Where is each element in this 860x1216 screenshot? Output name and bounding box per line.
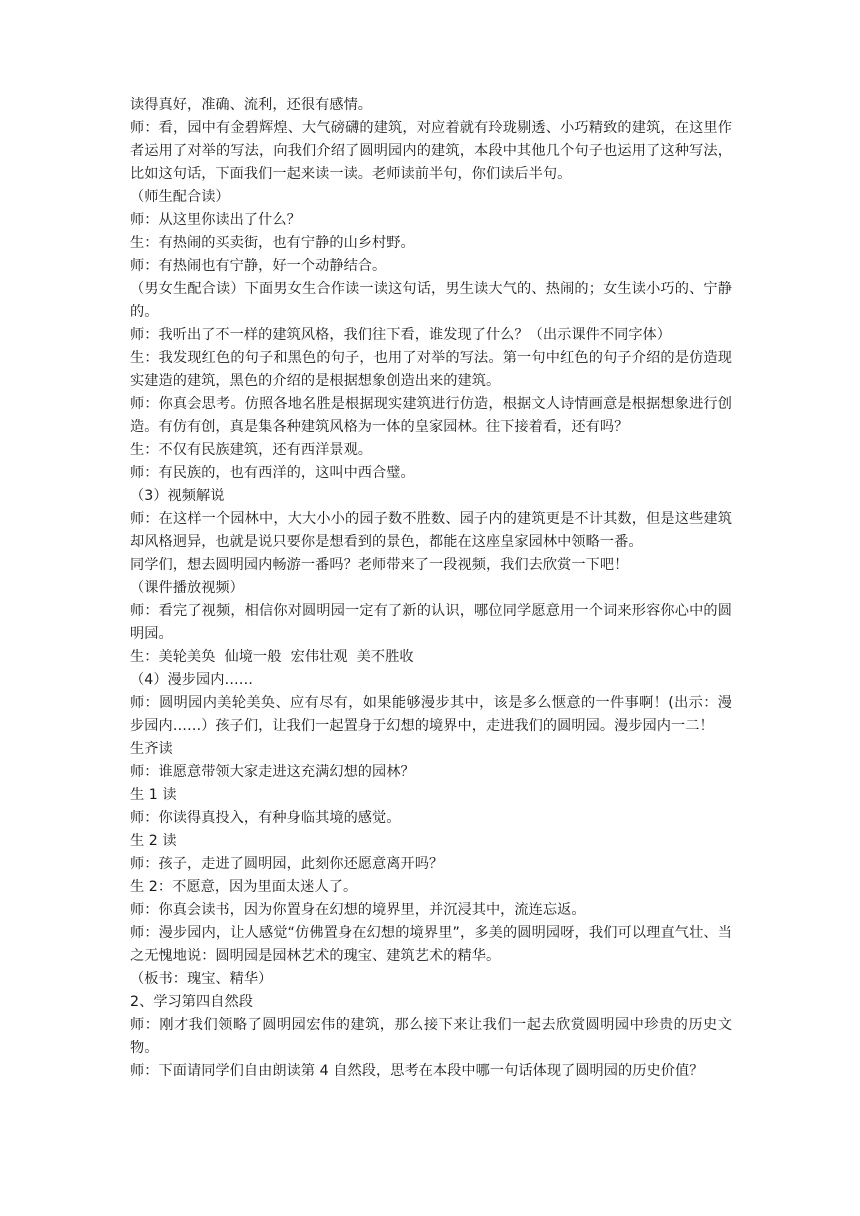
paragraph-8: 生：我发现红色的句子和黑色的句子，也用了对举的写法。第一句中红色的句子介绍的是仿造现实建造的建筑，黑色的介绍的是根据想象创造出来的建筑。 [130,350,732,389]
paragraph-22: 生 1 读 [130,787,177,803]
paragraph-20: 生齐读 [130,741,173,757]
paragraph-14: 同学们，想去圆明园内畅游一番吗？老师带来了一段视频，我们去欣赏一下吧！ [130,557,629,573]
paragraph-6: （男女生配合读）下面男女生合作读一读这句话，男生读大气的、热闹的；女生读小巧的、宁静的。 [130,281,732,320]
paragraph-30: 2、学习第四自然段 [130,994,253,1010]
paragraph-0: 读得真好，准确、流利，还很有感情。 [130,97,373,113]
paragraph-29: （板书：瑰宝、精华） [130,971,273,987]
paragraph-10: 生：不仅有民族建筑，还有西洋景观。 [130,442,373,458]
paragraph-19: 师：圆明园内美轮美奂、应有尽有，如果能够漫步其中，该是多么惬意的一件事啊！(出示：漫步园内……）孩子们，让我们一起置身于幻想的境界中，走进我们的圆明园。漫步园内一二！ [130,695,732,734]
paragraph-16: 师：看完了视频，相信你对圆明园一定有了新的认识，哪位同学愿意用一个词来形容你心中的圆明园。 [130,603,732,642]
paragraph-25: 师：孩子，走进了圆明园，此刻你还愿意离开吗？ [130,856,444,872]
paragraph-3: 师：从这里你读出了什么？ [130,212,301,228]
paragraph-9: 师：你真会思考。仿照各地名胜是根据现实建筑进行仿造，根据文人诗情画意是根据想象进行创造。有仿有创，真是集各种建筑风格为一体的皇家园林。往下接着看，还有吗？ [130,396,732,435]
paragraph-23: 师：你读得真投入，有种身临其境的感觉。 [130,810,401,826]
paragraph-21: 师：谁愿意带领大家走进这充满幻想的园林？ [130,764,415,780]
paragraph-7: 师：我听出了不一样的建筑风格，我们往下看，谁发现了什么？（出示课件不同字体） [130,327,672,343]
paragraph-26: 生 2：不愿意，因为里面太迷人了。 [130,879,358,895]
paragraph-32: 师：下面请同学们自由朗读第 4 自然段，思考在本段中哪一句话体现了圆明园的历史价值？ [130,1063,704,1079]
document-body [130,94,732,1083]
paragraph-27: 师：你真会读书，因为你置身在幻想的境界里，并沉浸其中，流连忘返。 [130,902,586,918]
paragraph-13: 师：在这样一个园林中，大大小小的园子数不胜数、园子内的建筑更是不计其数，但是这些建筑却风格迥异，也就是说只要你是想看到的景色，都能在这座皇家园林中领略一番。 [130,511,732,550]
paragraph-11: 师：有民族的，也有西洋的，这叫中西合璧。 [130,465,415,481]
paragraph-4: 生：有热闹的买卖街，也有宁静的山乡村野。 [130,235,415,251]
paragraph-15: （课件播放视频） [130,580,244,596]
paragraph-24: 生 2 读 [130,833,177,849]
paragraph-5: 师：有热闹也有宁静，好一个动静结合。 [130,258,387,274]
paragraph-28: 师：漫步园内，让人感觉“仿佛置身在幻想的境界里”，多美的圆明园呀，我们可以理直气壮、当之无愧地说：圆明园是园林艺术的瑰宝、建筑艺术的精华。 [130,925,732,964]
paragraph-2: （师生配合读） [130,189,230,205]
paragraph-18: （4）漫步园内…… [130,672,253,688]
paragraph-12: （3）视频解说 [130,488,225,504]
paragraph-17: 生：美轮美奂 仙境一般 宏伟壮观 美不胜收 [130,649,414,665]
paragraph-31: 师：刚才我们领略了圆明园宏伟的建筑，那么接下来让我们一起去欣赏圆明园中珍贵的历史文物。 [130,1017,732,1056]
paragraph-1: 师：看，园中有金碧辉煌、大气磅礴的建筑，对应着就有玲珑剔透、小巧精致的建筑，在这里作者运用了对举的写法，向我们介绍了圆明园内的建筑，本段中其他几个句子也运用了这种写法，比如这句话，下面我们一起来读一读。老师读前半句，你们读后半句。 [130,120,732,182]
